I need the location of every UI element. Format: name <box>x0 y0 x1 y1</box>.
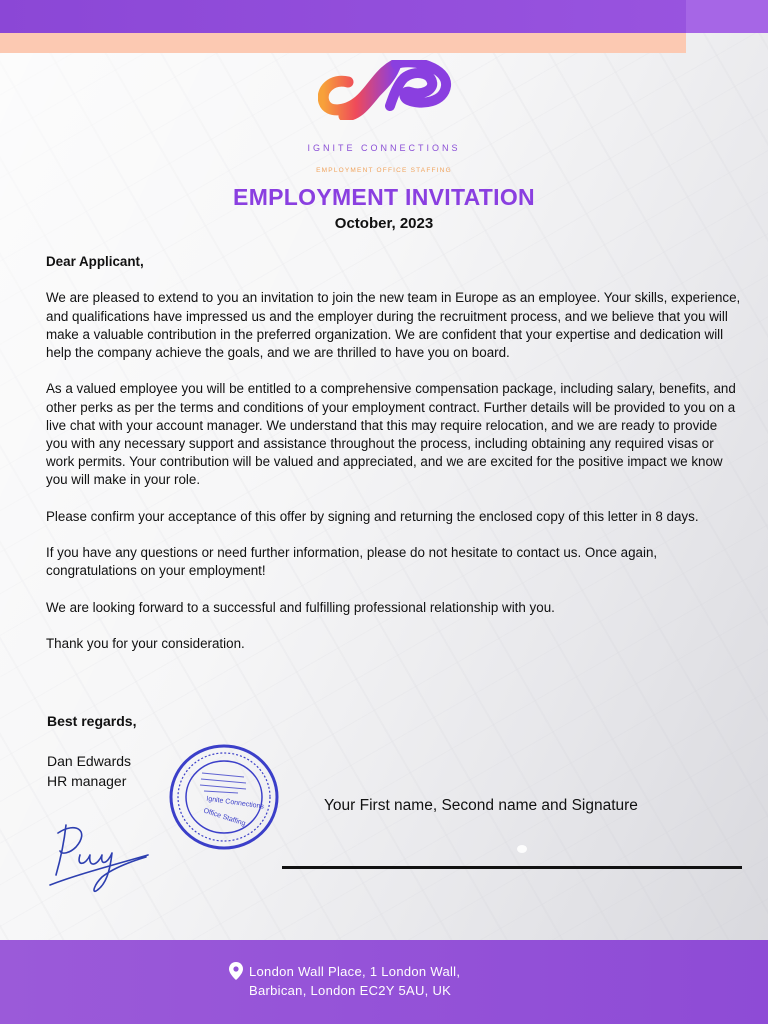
paragraph-3: Please confirm your acceptance of this offer by signing and returning the enclosed copy of this letter in 8 days. <box>46 508 699 524</box>
decorative-dot <box>517 845 527 853</box>
letter-body <box>46 253 741 672</box>
top-accent-bar <box>0 0 768 33</box>
signer-name: Dan Edwards <box>47 753 132 769</box>
paragraph-5: We are looking forward to a successful and fulfilling professional relationship with you. <box>46 599 555 615</box>
closing: Best regards, <box>47 713 137 729</box>
top-accent-corner <box>686 0 768 33</box>
paragraph-4: If you have any questions or need further information, please do not hesitate to contact us. Once again, congratulations on your employment! <box>46 545 658 579</box>
document-title: EMPLOYMENT INVITATION <box>233 184 535 210</box>
peach-accent-bar <box>0 33 686 53</box>
signature-line[interactable] <box>282 866 742 869</box>
brand-subtitle: EMPLOYMENT OFFICE STAFFING <box>316 167 452 174</box>
greeting: Dear Applicant, <box>46 254 144 269</box>
signature-field-label: Your First name, Second name and Signature <box>324 797 638 814</box>
location-pin-icon <box>229 962 243 980</box>
infinity-flame-logo <box>318 60 454 120</box>
document-date: October, 2023 <box>334 215 434 232</box>
svg-text:Office Staffing: Office Staffing <box>202 807 247 828</box>
signer-role: HR manager <box>47 773 127 789</box>
company-stamp <box>168 743 280 851</box>
paragraph-2: As a valued employee you will be entitled to a comprehensive compensation package, including salary, benefits, and other perks as per the terms and conditions of your employment contract. Further details will be provided to you on a live chat with your account manager. We understand that this may require relocation, and we are ready to provide you with any necessary support and assistance throughout the process, including obtaining any required visas or work permits. Your contribution will be valued and appreciated, and we are excited for the positive impact we know you will make in your role. <box>46 381 736 488</box>
footer <box>0 940 768 1024</box>
address-line-2: Barbican, London EC2Y 5AU, UK <box>249 983 452 998</box>
brand-name: IGNITE CONNECTIONS <box>307 143 461 153</box>
svg-text:Ignite Connections: Ignite Connections <box>205 795 265 811</box>
handwritten-signature <box>46 815 150 893</box>
footer-address <box>249 962 460 1000</box>
address-line-1: London Wall Place, 1 London Wall, <box>249 964 461 979</box>
paragraph-1: We are pleased to extend to you an invitation to join the new team in Europe as an employee. Your skills, experience, and qualifications have impressed us and the employer during the recruitment process, and we believe that you will make a valuable contribution in the preferred organization. We are confident that your expertise and dedication will help the company achieve the goals, and we are thrilled to have you on board. <box>46 290 741 360</box>
paragraph-6: Thank you for your consideration. <box>46 636 245 652</box>
signer-block <box>47 751 131 791</box>
